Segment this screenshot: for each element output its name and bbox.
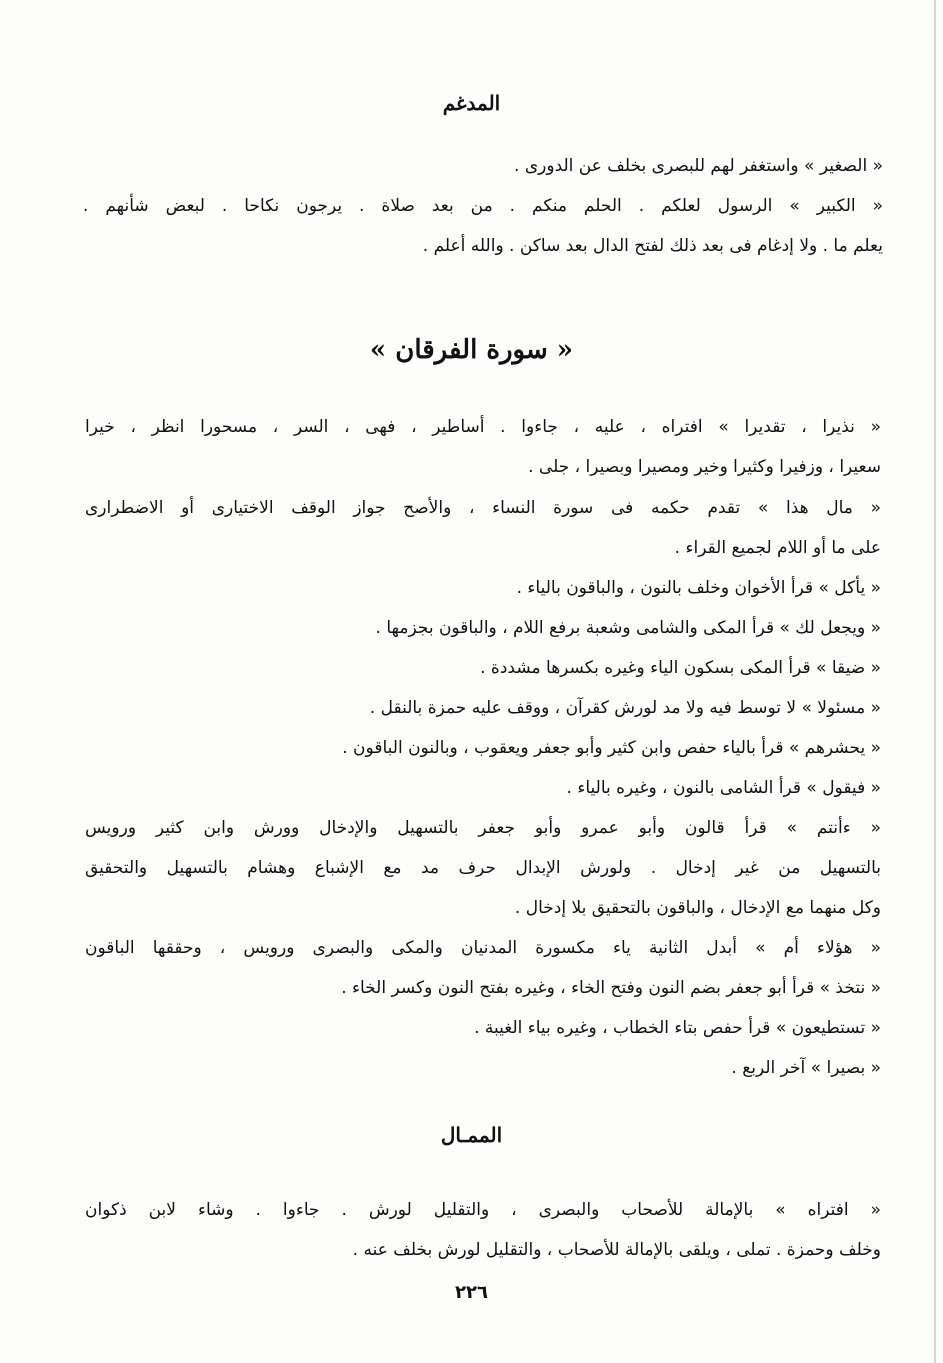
text-line: بالتسهيل من غير إدخال . ولورش الإبدال حرف مد مع الإشباع وهشام بالتسهيل والتحقيق bbox=[85, 858, 881, 878]
text-line: « مسئولا » لا توسط فيه ولا مد لورش كقرآن ، ووقف عليه حمزة بالنقل . bbox=[369, 698, 881, 718]
section-heading-idgham: المدغم bbox=[442, 91, 501, 115]
text-line: سعيرا ، وزفيرا وكثيرا وخير ومصيرا وبصيرا ، جلى . bbox=[528, 457, 881, 477]
text-line: « نذيرا ، تقديرا » افتراه ، عليه ، جاءوا . أساطير ، فهى ، السر ، مسحورا انظر ، خيرا bbox=[85, 417, 881, 437]
text-line: وكل منهما مع الإدخال ، والباقون بالتحقيق بلا إدخال . bbox=[514, 898, 881, 918]
text-line: « افتراه » بالإمالة للأصحاب والبصرى ، والتقليل لورش . جاءوا . وشاء لابن ذكوان bbox=[85, 1200, 881, 1220]
text-line: « هؤلاء أم » أبدل الثانية ياء مكسورة المدنيان والمكى والبصرى ورويس ، وحققها الباقون bbox=[85, 938, 881, 958]
text-line: « ضيقا » قرأ المكى بسكون الياء وغيره بكسرها مشددة . bbox=[480, 658, 881, 678]
text-line: على ما أو اللام لجميع القراء . bbox=[674, 538, 881, 558]
text-line: « الصغير » واستغفر لهم للبصرى بخلف عن الدورى . bbox=[514, 156, 883, 176]
text-line: « فيقول » قرأ الشامى بالنون ، وغيره بالياء . bbox=[566, 778, 881, 798]
section-heading-mumal: الممـال bbox=[440, 1123, 503, 1147]
text-line: « مال هذا » تقدم حكمه فى سورة النساء ، والأصح جواز الوقف الاختيارى أو الاضطرارى bbox=[85, 498, 881, 518]
text-line: « نتخذ » قرأ أبو جعفر بضم النون وفتح الخاء ، وغيره بفتح النون وكسر الخاء . bbox=[341, 978, 881, 998]
text-line: « ويجعل لك » قرأ المكى والشامى وشعبة برفع اللام ، والباقون بجزمها . bbox=[375, 618, 881, 638]
text-line: « يأكل » قرأ الأخوان وخلف بالنون ، والباقون بالياء . bbox=[516, 578, 881, 598]
text-line: يعلم ما . ولا إدغام فى بعد ذلك لفتح الدال بعد ساكن . والله أعلم . bbox=[422, 236, 883, 256]
text-line: « ءأنتم » قرأ قالون وأبو عمرو وأبو جعفر بالتسهيل والإدخال وورش وابن كثير ورويس bbox=[85, 818, 881, 838]
text-line: وخلف وحمزة . تملى ، ويلقى بالإمالة للأصحاب ، والتقليل لورش بخلف عنه . bbox=[352, 1240, 881, 1260]
page-number: ٢٢٦ bbox=[455, 1282, 488, 1303]
text-line: « بصيرا » آخر الربع . bbox=[731, 1058, 881, 1078]
text-line: « يحشرهم » قرأ بالياء حفص وابن كثير وأبو جعفر ويعقوب ، وبالنون الباقون . bbox=[342, 738, 881, 758]
surah-title: « سورة الفرقان » bbox=[369, 335, 574, 365]
text-line: « الكبير » الرسول لعلكم . الحلم منكم . من بعد صلاة . يرجون نكاحا . لبعض شأنهم . bbox=[83, 196, 883, 216]
page-edge-divider bbox=[934, 0, 936, 1363]
text-line: « تستطيعون » قرأ حفص بتاء الخطاب ، وغيره بياء الغيبة . bbox=[474, 1018, 881, 1038]
